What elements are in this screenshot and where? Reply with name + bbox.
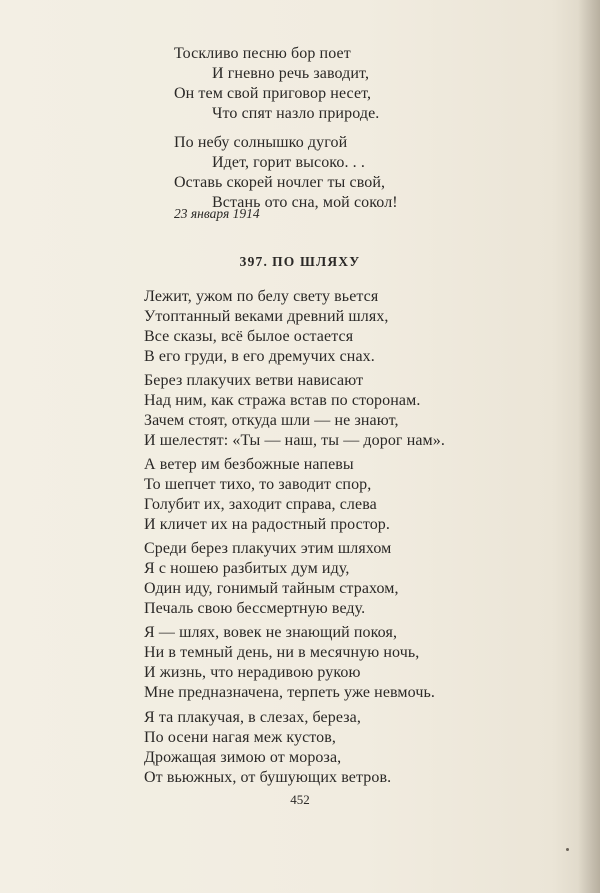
poem-line: Тоскливо песню бор поет bbox=[174, 45, 351, 62]
poem-line: И жизнь, что нерадивою рукою bbox=[144, 664, 361, 681]
poem-line: Мне предназначена, терпеть уже невмочь. bbox=[144, 684, 435, 701]
poem-line: В его груди, в его дремучих снах. bbox=[144, 348, 375, 365]
poem-line: Я та плакучая, в слезах, береза, bbox=[144, 709, 361, 726]
poem-line: А ветер им безбожные напевы bbox=[144, 456, 354, 473]
poem-line: И шелестят: «Ты — наш, ты — дорог нам». bbox=[144, 432, 445, 449]
poem-line: Лежит, ужом по белу свету вьется bbox=[144, 288, 379, 305]
poem-line: Идет, горит высоко. . . bbox=[212, 154, 365, 171]
poem-line: Встань ото сна, мой сокол! bbox=[212, 194, 398, 211]
poem-line: Печаль свою бессмертную веду. bbox=[144, 600, 366, 617]
poem-line: И кличет их на радостный простор. bbox=[144, 516, 390, 533]
poem-line: Оставь скорей ночлег ты свой, bbox=[174, 174, 386, 191]
poem-line: По осени нагая меж кустов, bbox=[144, 729, 337, 746]
poem-line: По небу солнышко дугой bbox=[174, 134, 348, 151]
poem-line: Берез плакучих ветви нависают bbox=[144, 372, 364, 389]
poem-line: Зачем стоят, откуда шли — не знают, bbox=[144, 412, 399, 429]
poem-line: Над ним, как стража встав по сторонам. bbox=[144, 392, 421, 409]
poem-line: Он тем свой приговор несет, bbox=[174, 85, 372, 102]
poem-line: Дрожащая зимою от мороза, bbox=[144, 749, 342, 766]
poem-line: То шепчет тихо, то заводит спор, bbox=[144, 476, 372, 493]
poem-title: ПО ШЛЯХУ bbox=[272, 254, 361, 269]
poem-date: 23 января 1914 bbox=[174, 206, 260, 221]
poem-line: И гневно речь заводит, bbox=[212, 65, 370, 82]
poem-line: Утоптанный веками древний шлях, bbox=[144, 308, 389, 325]
poem-line: От вьюжных, от бушующих ветров. bbox=[144, 769, 392, 786]
poem-line: Ни в темный день, ни в месячную ночь, bbox=[144, 644, 420, 661]
poem-line: Голубит их, заходит справа, слева bbox=[144, 496, 377, 513]
poem-line: Что спят назло природе. bbox=[212, 105, 380, 122]
poem-line: Я с ношею разбитых дум иду, bbox=[144, 560, 350, 577]
page-number: 452 bbox=[290, 792, 310, 807]
poem-heading bbox=[0, 254, 600, 270]
poem-line: Один иду, гонимый тайным страхом, bbox=[144, 580, 399, 597]
poem-line: Все сказы, всё былое остается bbox=[144, 328, 354, 345]
page-edge-shadow bbox=[578, 0, 600, 893]
poem-number: 397. bbox=[239, 254, 269, 269]
paper-speck bbox=[566, 848, 569, 851]
poem-line: Я — шлях, вовек не знающий покоя, bbox=[144, 624, 398, 641]
poem-line: Среди берез плакучих этим шляхом bbox=[144, 540, 392, 557]
